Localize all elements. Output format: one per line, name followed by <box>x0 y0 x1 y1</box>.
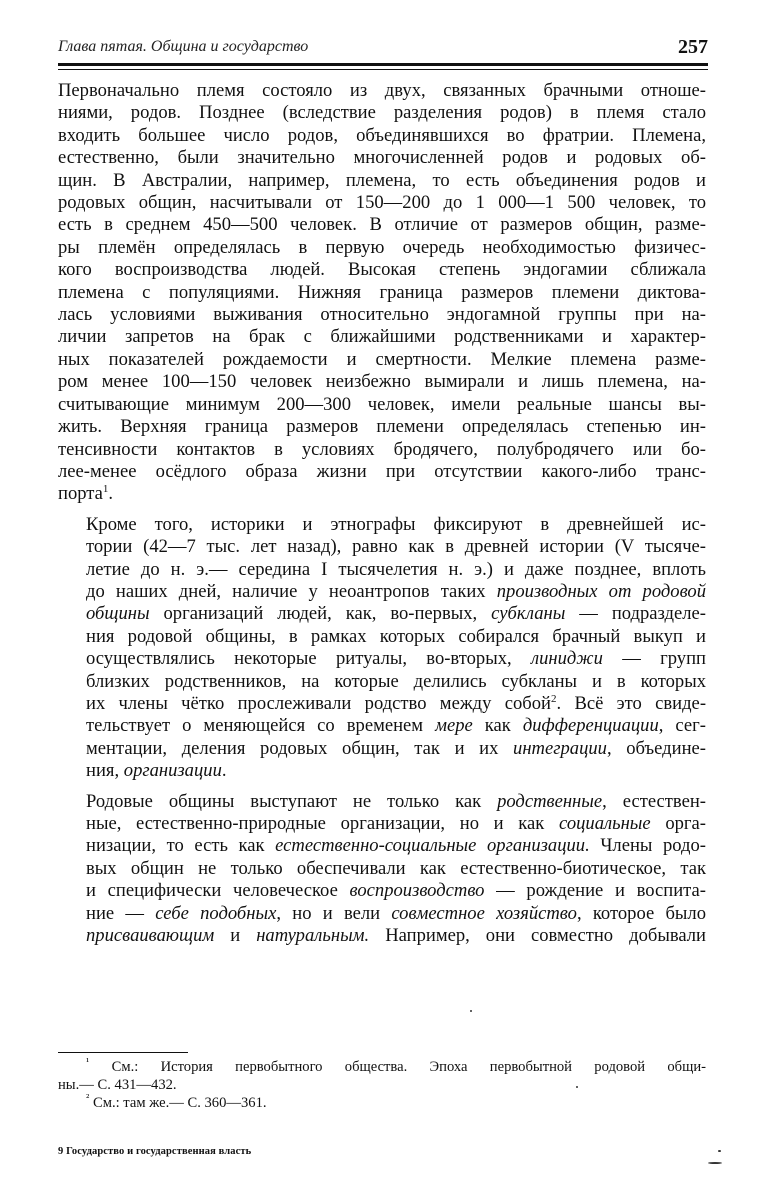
text-line: ром менее 100—150 человек неизбежно вымирали и лишь племена, на- <box>58 371 706 393</box>
text-line: естественно, были значительно многочисленней родов и родовых об- <box>58 147 706 169</box>
text-line: Первоначально племя состояло из двух, связанных брачными отноше- <box>58 80 706 101</box>
text-line: ния родовой общины, в рамках которых собирался брачный выкуп и <box>86 625 706 647</box>
text-line: до наших дней, наличие у неоантропов таких производных от родовой <box>86 580 706 602</box>
text-line: летие до н. э.— середина I тысячелетия н. э.) и даже позднее, вплоть <box>86 558 706 580</box>
text-line: есть в среднем 450—500 человек. В отличие от размеров общин, разме- <box>58 214 706 236</box>
text-line: порта$^1$. <box>58 483 114 505</box>
text-line: Кроме того, историки и этнографы фиксируют в древнейшей ис- <box>86 513 706 535</box>
paragraph-3 <box>58 791 706 948</box>
text-line: ниями, родов. Позднее (вследствие разделения родов) в племя стало <box>58 102 706 124</box>
text-line: и специфически человеческое воспроизводство — рождение и воспита- <box>86 880 706 902</box>
footnotes <box>58 1058 706 1112</box>
scan-speck <box>718 1150 721 1152</box>
body-text <box>58 80 706 955</box>
text-line: щин. В Австралии, например, племена, то есть объединения родов и <box>58 169 706 191</box>
text-line: жить. Верхняя граница размеров племени определялась степенью ин- <box>58 416 706 438</box>
text-line: вых общин не только обеспечивали как естественно-биотическое, так <box>86 857 706 879</box>
scan-speck <box>470 1010 472 1012</box>
text-line: их члены чётко прослеживали родство между собой$^2$. Всё это свиде- <box>86 692 707 714</box>
text-line: близких родственников, на которые делились субкланы и в которых <box>86 670 706 692</box>
text-line: ментации, деления родовых общин, так и их интеграции, объедине- <box>86 737 706 759</box>
text-line: входить большее число родов, объединявшихся во фратрии. Племена, <box>58 124 706 146</box>
text-line: лась условиями выживания относительно эндогамной группы при на- <box>58 304 706 326</box>
footnote-ref-1: 1 <box>102 483 109 496</box>
printer-signature: 9 Государство и государственная власть <box>58 1146 252 1157</box>
paragraph-1 <box>58 80 706 506</box>
page-header <box>58 36 708 66</box>
text-line: низации, то есть как естественно-социальные организации. Члены родо- <box>86 835 706 857</box>
text-line: тории (42—7 тыс. лет назад), равно как в древней истории (V тысяче- <box>86 536 706 558</box>
text-line: тенсивности контактов в условиях бродячего, полубродячего или бо- <box>58 438 706 460</box>
text-line: племена с популяциями. Нижняя граница размеров племени диктова- <box>58 281 706 303</box>
header-rule-thin <box>58 69 708 70</box>
text-line: считывающие минимум 200—300 человек, имели реальные шансы вы- <box>58 393 706 415</box>
text-line: тельствует о меняющейся со временем мере как дифференциации, сег- <box>86 715 706 737</box>
text-line: ние — себе подобных, но и вели совместное хозяйство, которое было <box>86 902 707 924</box>
text-line: личии запретов на брак с ближайшими родственниками и характер- <box>58 326 706 348</box>
text-line: кого воспроизводства людей. Высокая степень эндогамии сближала <box>58 259 706 281</box>
header-rule-thick <box>58 63 708 66</box>
scan-speck <box>576 1086 578 1088</box>
scan-speck <box>708 1162 722 1164</box>
text-line: ния, организации. <box>86 760 227 782</box>
text-line: Родовые общины выступают не только как родственные, естествен- <box>86 790 706 812</box>
text-line: осуществлялись некоторые ритуалы, во-вторых, линиджи — групп <box>86 648 706 670</box>
footnote-mark: ² <box>86 1092 90 1105</box>
page-number: 257 <box>678 36 708 58</box>
text-line: ные, естественно-природные организации, но и как социальные орга- <box>86 813 706 834</box>
footnote-mark: ¹ <box>86 1056 90 1069</box>
paragraph-2 <box>58 514 706 783</box>
running-head: Глава пятая. Община и государство <box>58 38 309 55</box>
text-line: присваивающим и натуральным. Например, они совместно добывали <box>86 925 706 947</box>
footnote-2: $^{^2}$ См.: там же.— С. 360—361. <box>86 1092 267 1111</box>
footnote-1-cont: ны.— С. 431—432. <box>58 1077 177 1093</box>
text-line: ных показателей рождаемости и смертности. Мелкие племена разме- <box>58 348 706 370</box>
footnote-rule <box>58 1052 188 1053</box>
footnote-ref-2: 2 <box>551 692 557 705</box>
text-line: общины организаций людей, как, во-первых, субкланы — подразделе- <box>86 603 706 625</box>
text-line: лее-менее осёдлого образа жизни при отсутствии какого-либо транс- <box>58 460 706 482</box>
text-line: ры племён определялась в первую очередь необходимостью физичес- <box>58 236 706 258</box>
text-line: родовых общин, насчитывали от 150—200 до 1 000—1 500 человек, то <box>58 192 706 214</box>
footnote-1: $^{^1}$ См.: История первобытного общества. Эпоха первобытной родовой общи- <box>86 1056 706 1075</box>
